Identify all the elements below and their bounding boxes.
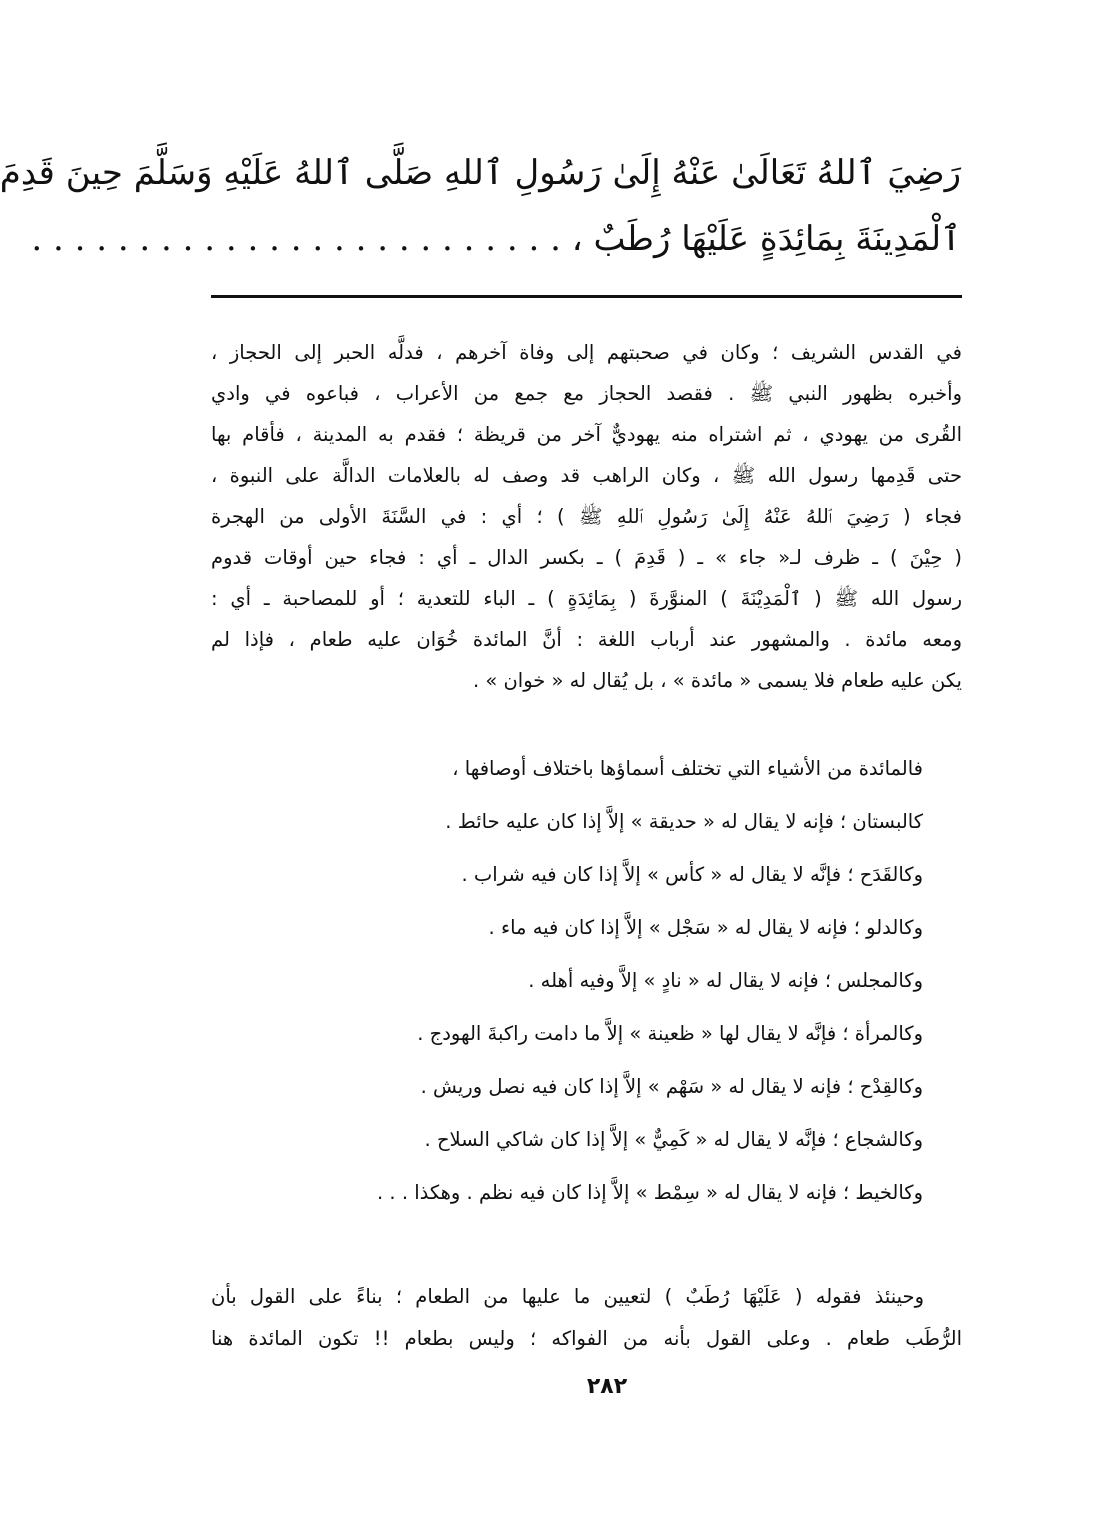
commentary-paragraph	[211, 332, 962, 701]
closing-line-1: وحينئذ فقوله ( عَلَيْهَا رُطَبٌ ) لتعيين ما عليها من الطعام ؛ بناءً على القول بأن	[211, 1285, 924, 1308]
matn-line-2-text: ٱلْمَدِينَةَ بِمَائِدَةٍ عَلَيْهَا رُطَبٌ ،	[571, 219, 961, 259]
commentary-line: يكن عليه طعام فلا يسمى « مائدة » ، بل يُقال له « خوان » .	[472, 669, 962, 692]
closing-line-2: الرُّطَب طعام . وعلى القول بأنه من الفواكه ؛ وليس بطعام !! تكون المائدة هنا	[211, 1327, 962, 1350]
list-item: وكالخيط ؛ فإنه لا يقال له « سِمْط » إلاَّ إذا كان فيه نظم . وهكذا . . .	[377, 1181, 923, 1204]
commentary-line: في القدس الشريف ؛ وكان في صحبتهم إلى وفاة آخرهم ، فدلَّه الحبر إلى الحجاز ،	[211, 341, 962, 364]
list-item: وكالشجاع ؛ فإنَّه لا يقال له « كَمِيٌّ » إلاَّ إذا كان شاكي السلاح .	[424, 1128, 923, 1151]
commentary-line: حتى قَدِمها رسول الله ﷺ ، وكان الراهب قد وصف له بالعلامات الدالَّة على النبوة ،	[211, 464, 962, 487]
separator-rule	[211, 295, 962, 298]
matn-text	[0, 140, 961, 272]
commentary-line: رسول الله ﷺ ( ٱلْمَدِيْنَةَ ) المنوَّرةَ ( بِمَائِدَةٍ ) ـ الباء للتعدية ؛ أو للمصاحبة ـ أي :	[211, 587, 962, 610]
matn-line-1: رَضِيَ ٱللهُ تَعَالَىٰ عَنْهُ إِلَىٰ رَسُولِ ٱللهِ صَلَّى ٱللهُ عَلَيْهِ وَسَلَّمَ حِينَ قَدِمَ	[0, 153, 961, 193]
list-item: وكالمجلس ؛ فإنه لا يقال له « نادٍ » إلاَّ وفيه أهله .	[528, 969, 923, 992]
list-item: وكالدلو ؛ فإنه لا يقال له « سَجْل » إلاَّ إذا كان فيه ماء .	[488, 916, 923, 939]
commentary-line: ومعه مائدة . والمشهور عند أرباب اللغة : أنَّ المائدة خُوَان عليه طعام ، فإذا لم	[211, 628, 962, 651]
commentary-line: القُرى من يهودي ، ثم اشتراه منه يهوديٌّ آخر من قريظة ؛ فقدم به المدينة ، فأقام بها	[211, 423, 962, 446]
page-number: ٢٨٢	[586, 1374, 628, 1399]
list-item: وكالمرأة ؛ فإنَّه لا يقال لها « ظعينة » إلاَّ ما دامت راكبةَ الهودج .	[417, 1022, 923, 1045]
list-item: كالبستان ؛ فإنه لا يقال له « حديقة » إلاَّ إذا كان عليه حائط .	[445, 810, 923, 833]
list-item: وكالقَدَح ؛ فإنَّه لا يقال له « كأس » إلاَّ إذا كان فيه شراب .	[461, 863, 923, 886]
commentary-line: ( حِيْنَ ) ـ ظرف لـ« جاء » ـ ( قَدِمَ ) ـ بكسر الدال ـ أي : فجاء حين أوقات قدوم	[211, 546, 962, 569]
matn-line-2	[31, 206, 961, 272]
matn-dots: . . . . . . . . . . . . . . . . . . . . . . . . .	[31, 219, 561, 259]
commentary-line: فجاء ( رَضِيَ ٱللهُ عَنْهُ إِلَىٰ رَسُولِ ٱللهِ ﷺ ) ؛ أي : في السَّنَةَ الأولى من الهجرة	[211, 505, 962, 528]
list-item: وكالقِدْح ؛ فإنه لا يقال له « سَهْم » إلاَّ إذا كان فيه نصل وريش .	[420, 1075, 923, 1098]
closing-paragraph	[211, 1276, 962, 1360]
list-item: فالمائدة من الأشياء التي تختلف أسماؤها باختلاف أوصافها ،	[452, 757, 923, 780]
examples-list	[211, 742, 923, 1219]
commentary-line: وأخبره بظهور النبي ﷺ . فقصد الحجاز مع جمع من الأعراب ، فباعوه في وادي	[211, 382, 962, 405]
